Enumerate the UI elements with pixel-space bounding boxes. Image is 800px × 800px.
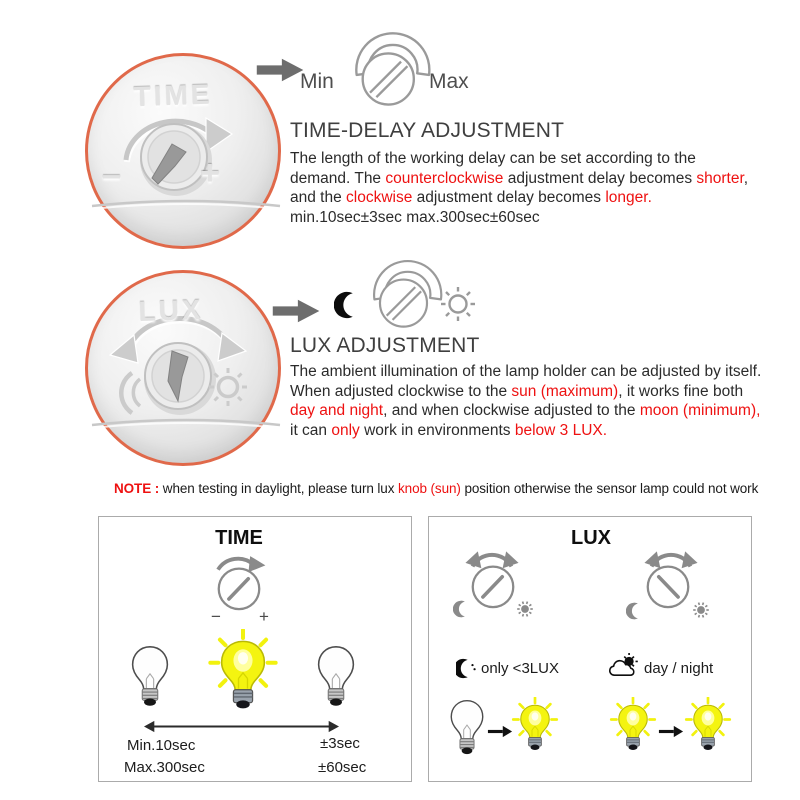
time-knob-plus-mark: +: [200, 154, 220, 192]
time-knob-photo: [85, 53, 281, 249]
dial-min-label: Min: [300, 70, 334, 93]
sun-icon: [436, 282, 480, 326]
lux-panel: [428, 516, 752, 782]
time-pointer-arrow-icon: [256, 56, 304, 84]
bulb-on-icon: [207, 629, 279, 710]
time-panel: [98, 516, 412, 782]
lux-panel-title: LUX: [571, 527, 611, 549]
bulb-on-icon: [609, 697, 657, 751]
time-dial-icon: [345, 26, 437, 110]
time-knob-minus-mark: –: [102, 156, 121, 194]
time-knob-embossed-label: TIME: [133, 78, 213, 113]
moon-icon: [453, 599, 472, 619]
range-double-arrow-icon: [139, 719, 344, 734]
day-condition-label: day / night: [644, 660, 714, 677]
time-panel-minus: −: [211, 607, 221, 626]
night-condition-label: only <3LUX: [481, 660, 559, 677]
lux-knob-embossed-label: LUX: [137, 293, 205, 328]
max-sec-label: Max.300sec: [124, 759, 205, 776]
bulb-off-icon: [128, 645, 172, 709]
sun-icon: [691, 600, 711, 620]
lux-knob-photo: [85, 270, 281, 466]
time-delay-richtext: The length of the working delay can be set according to the demand. The counterclockwise adjustment delay becomes shorter, and the clockwise adjustment delay becomes longer.: [290, 150, 749, 206]
lux-dial-left-icon: [466, 559, 520, 613]
time-panel-title: TIME: [215, 527, 263, 549]
lux-pointer-arrow-icon: [272, 297, 320, 325]
time-delay-paragraph: [290, 149, 754, 227]
cloud-sun-icon: [608, 652, 641, 680]
bulb-off-icon: [447, 699, 487, 757]
time-delay-spec: min.10sec±3sec max.300sec±60sec: [290, 208, 540, 226]
time-panel-plus: +: [259, 607, 269, 626]
sun-icon: [515, 599, 535, 619]
bulb-on-icon: [684, 697, 732, 751]
min-sec-label: Min.10sec: [127, 737, 196, 754]
right-arrow-icon: [487, 725, 513, 738]
note-line: NOTE : when testing in daylight, please turn lux knob (sun) position otherwise the sensor lamp could not work: [114, 481, 759, 496]
lux-richtext: The ambient illumination of the lamp holder can be adjusted by itself. When adjusted clockwise to the sun (maximum), it works fine both day and night, and when clockwise adjusted to the moon (minimum), it can only work in environments below 3 LUX.: [290, 363, 762, 439]
bulb-off-icon: [314, 645, 358, 709]
moon-icon: [334, 289, 364, 321]
lux-paragraph: [290, 362, 762, 440]
tolerance-min-label: ±3sec: [320, 735, 360, 752]
lux-heading: LUX ADJUSTMENT: [290, 334, 480, 357]
dial-max-label: Max: [429, 70, 469, 93]
tolerance-max-label: ±60sec: [318, 759, 367, 776]
moon-icon: [626, 601, 645, 621]
lux-dial-right-icon: [641, 559, 695, 613]
right-arrow-icon: [658, 725, 684, 738]
moon-stars-icon: [456, 657, 478, 680]
time-delay-heading: TIME-DELAY ADJUSTMENT: [290, 119, 565, 142]
bulb-on-icon: [511, 697, 559, 751]
